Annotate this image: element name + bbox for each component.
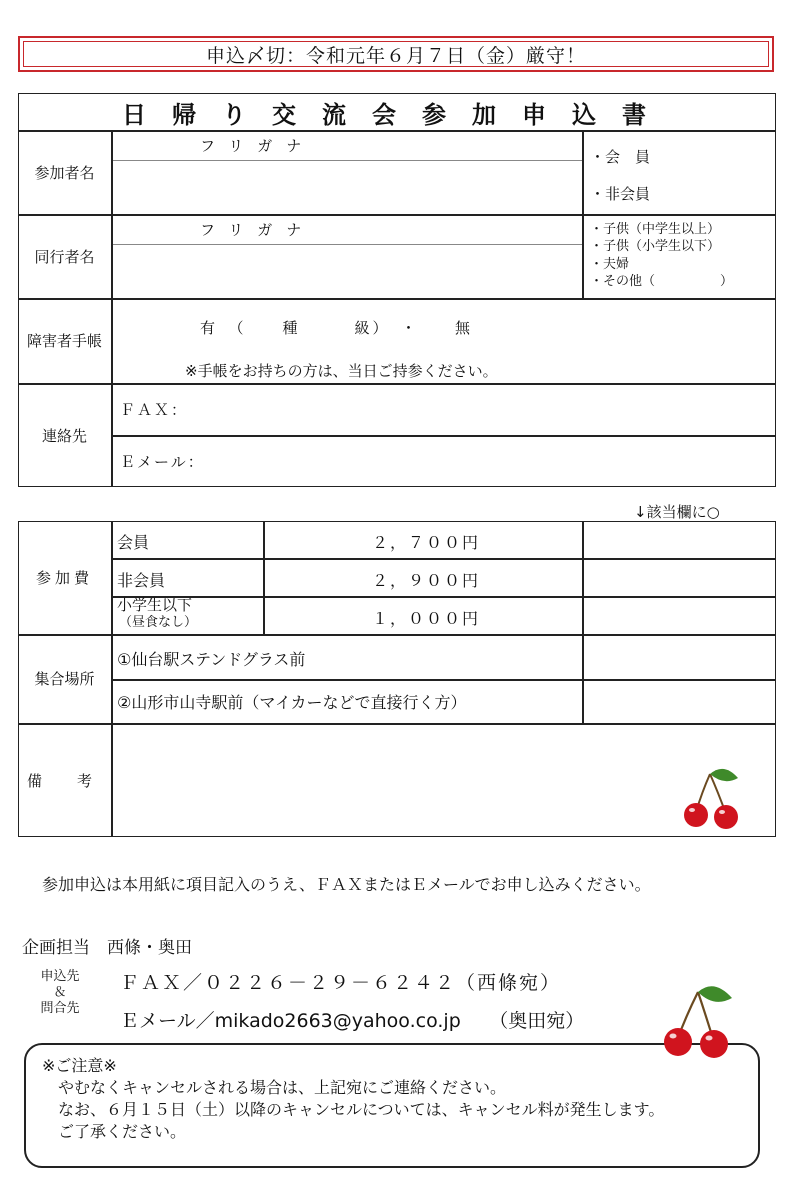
meeting-check-sendai[interactable] (585, 637, 773, 677)
member-option[interactable]: ・会 員 (590, 148, 651, 166)
contact-heading (38, 969, 82, 1017)
companion-option-child-elementary[interactable]: ・子供（小学生以下） (590, 239, 721, 254)
contact-label: 連絡先 (41, 426, 87, 445)
remarks-label: 備 考 (26, 771, 102, 790)
notice-line-2: なお、６月１５日（土）以降のキャンセルについては、キャンセル料が発生します。 (58, 1100, 665, 1119)
fee-amount-non-member: ２，９００円 (372, 571, 481, 590)
fee-amount-member: ２，７００円 (372, 533, 481, 552)
meeting-option-sendai: ①仙台駅ステンドグラス前 (117, 650, 306, 669)
participant-label: 参加者名 (34, 163, 95, 182)
fee-amount-child: １，０００円 (372, 609, 481, 628)
fax-label: ＦＡＸ： (120, 401, 189, 419)
disability-label: 障害者手帳 (26, 332, 102, 350)
fee-note: ↓該当欄に○ (634, 503, 720, 521)
fee-type-child-sub: （昼食なし） (119, 615, 198, 630)
companion-label: 同行者名 (34, 247, 95, 266)
notice-line-1: やむなくキャンセルされる場合は、上記宛にご連絡ください。 (58, 1078, 507, 1097)
companion-option-spouse[interactable]: ・夫婦 (590, 257, 630, 272)
instruction-text: 参加申込は本用紙に項目記入のうえ、ＦＡＸまたはＥメールでお申し込みください。 (42, 875, 651, 894)
contact-heading-and: ＆ (53, 985, 67, 1000)
fee-check-member[interactable] (585, 523, 773, 556)
non-member-option[interactable]: ・非会員 (590, 185, 651, 203)
deadline-text: 申込〆切：令和元年６月７日（金）厳守！ (205, 44, 586, 67)
notice-box (24, 1043, 760, 1168)
fee-label: 参加費 (35, 569, 93, 587)
email-label: Ｅメール： (120, 453, 205, 471)
fee-type-non-member: 非会員 (117, 571, 166, 590)
fee-type-child: 小学生以下 (117, 596, 193, 614)
notice-line-3: ご了承ください。 (58, 1122, 187, 1141)
form-title: 日帰り交流会参加申込書 (122, 100, 672, 129)
participant-furigana-label: フリガナ (200, 137, 316, 155)
meeting-option-yamadera: ②山形市山寺駅前（マイカーなどで直接行く方） (117, 693, 467, 712)
cherry-icon (656, 980, 738, 1060)
organizer-text: 企画担当 西條・奥田 (22, 938, 192, 958)
contact-email[interactable]: Ｅメール／mikado2663@yahoo.co.jp （奥田宛） (120, 1010, 585, 1032)
fee-check-non-member[interactable] (585, 561, 773, 594)
meeting-label: 集合場所 (34, 670, 95, 688)
disability-note: ※手帳をお持ちの方は、当日ご持参ください。 (185, 362, 498, 380)
remarks-field[interactable] (114, 726, 674, 834)
companion-option-child-junior[interactable]: ・子供（中学生以上） (590, 222, 721, 237)
companion-furigana-label: フリガナ (200, 221, 316, 239)
cherry-icon (676, 762, 744, 830)
contact-heading-apply: 申込先 (40, 969, 80, 984)
fee-check-child[interactable] (585, 599, 773, 632)
contact-fax: ＦＡＸ／０２２６－２９－６２４２（西條宛） (120, 972, 562, 994)
disability-choice[interactable]: 有 （ 種 級） ・ 無 (200, 319, 474, 337)
contact-heading-inquiry: 問合先 (40, 1001, 80, 1016)
fee-type-member: 会員 (117, 533, 150, 552)
notice-heading: ※ご注意※ (42, 1056, 117, 1075)
meeting-check-yamadera[interactable] (585, 682, 773, 722)
companion-option-other[interactable]: ・その他（ ） (590, 274, 734, 289)
